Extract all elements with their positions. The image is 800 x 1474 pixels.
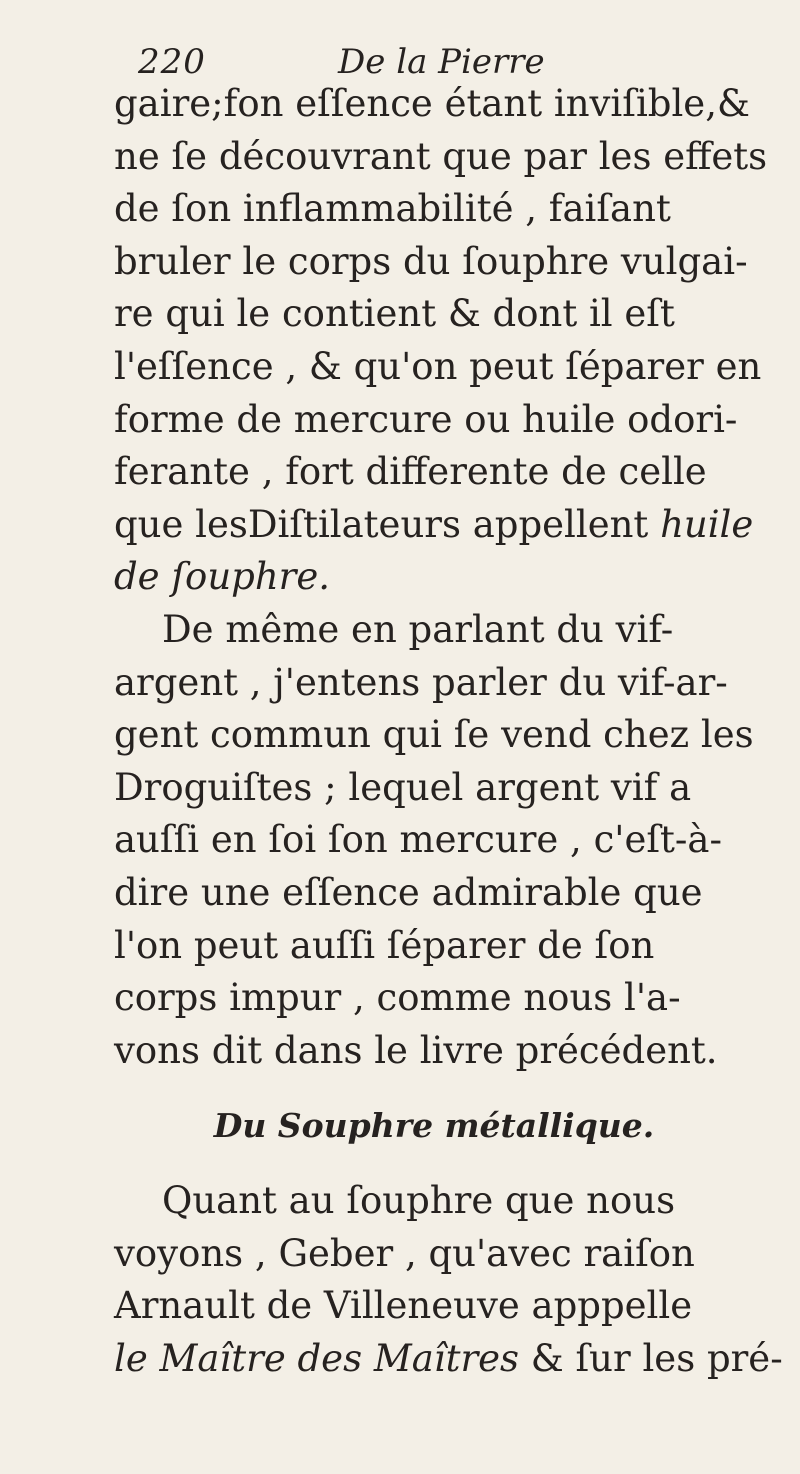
- text-line: gaire;fon eſſence étant inviſible,&: [114, 82, 750, 125]
- text-line: [114, 499, 774, 552]
- text-line: dire une eſſence admirable que: [114, 870, 703, 914]
- text-line: re qui le contient & dont il eſt: [114, 292, 675, 336]
- italic-term: huile: [660, 502, 754, 546]
- text-line: bruler le corps du ſouphre vulgai-: [114, 239, 748, 283]
- text-line: ferante , fort differente de celle: [114, 450, 707, 494]
- text-line: l'eſſence , & qu'on peut ſéparer en: [114, 344, 762, 388]
- italic-term: le Maître des Maîtres: [114, 1337, 520, 1381]
- section-subheading: Du Souphre métallique.: [213, 1106, 655, 1146]
- text-line: corps impur , comme nous l'a-: [114, 976, 681, 1020]
- text-line: Arnault de Villeneuve apppelle: [114, 1284, 693, 1328]
- text-line: voyons , Geber , qu'avec raiſon: [114, 1231, 695, 1275]
- text-line: ne ſe découvrant que par les effets: [114, 134, 768, 178]
- body-text: [114, 78, 783, 1386]
- paragraph-start: De même en parlant du vif-: [162, 607, 674, 651]
- page-number: 220: [138, 42, 206, 82]
- text-line: [114, 1333, 783, 1386]
- text-line: auſſi en ſoi ſon mercure , c'eſt-à-: [114, 818, 722, 862]
- text-line: forme de mercure ou huile odori-: [114, 397, 738, 441]
- text-line: l'on peut auſſi ſéparer de ſon: [114, 923, 655, 967]
- text-line: vons dit dans le livre précédent.: [114, 1028, 718, 1072]
- paragraph-start: Quant au ſouphre que nous: [162, 1179, 676, 1223]
- running-head: De la Pierre: [338, 42, 545, 82]
- text-line: Droguiſtes ; lequel argent vif a: [114, 765, 692, 809]
- text-line: gent commun qui ſe vend chez les: [114, 713, 754, 757]
- text-line: argent , j'entens parler du vif-ar-: [114, 660, 728, 704]
- text-run: & ſur les pré-: [519, 1337, 783, 1381]
- italic-term-line: de ſouphre.: [114, 555, 331, 599]
- text-line: de ſon inflammabilité , faiſant: [114, 187, 671, 231]
- text-run: que lesDiſtilateurs appellent: [114, 502, 661, 546]
